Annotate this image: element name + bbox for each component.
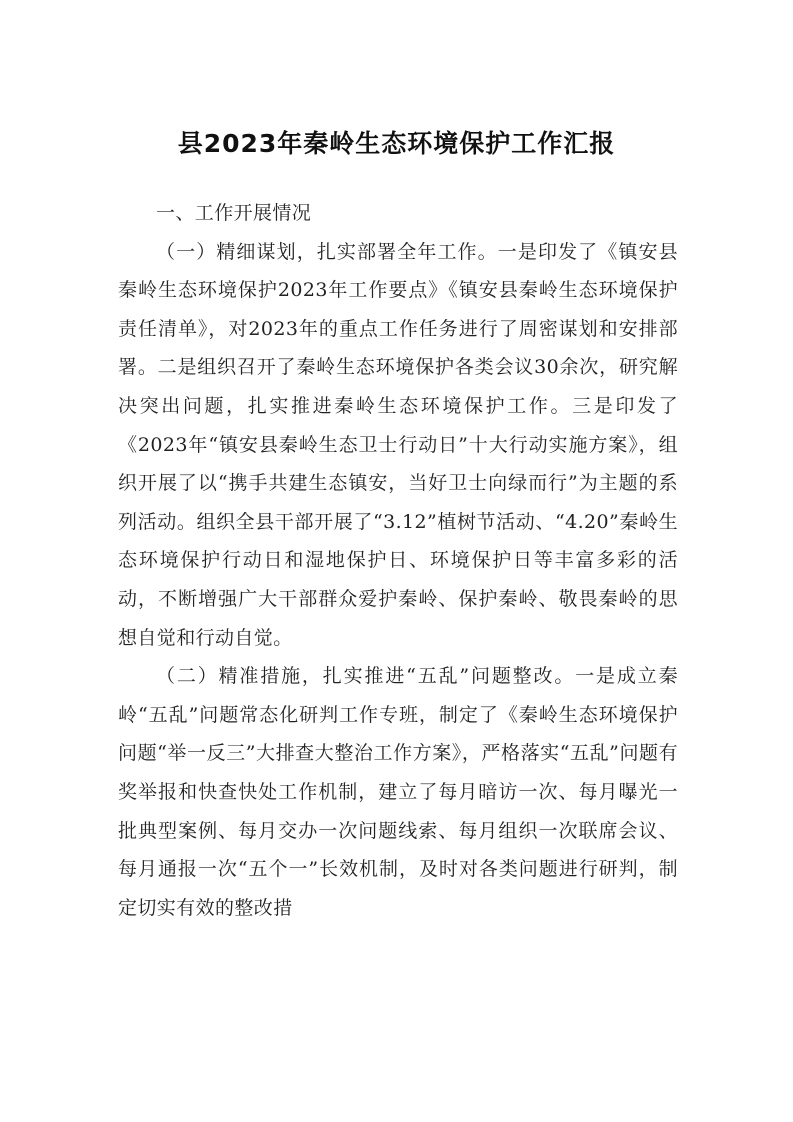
document-title: 县2023年秦岭生态环境保护工作汇报	[177, 129, 616, 158]
section-heading: 一、工作开展情况	[156, 202, 312, 224]
paragraph-1: （一）精细谋划，扎实部署全年工作。一是印发了《镇安县秦岭生态环境保护2023年工作要点》《镇安县秦岭生态环境保护责任清单》，对2023年的重点工作任务进行了周密谋划和安排部署。二是组织召开了秦岭生态环境保护各类会议30余次，研究解决突出问题，扎实推进秦岭生态环境保护工作。三是印发了《2023年“镇安县秦岭生态卫士行动日”十大行动实施方案》，组织开展了以“携手共建生态镇安，当好卫士向绿而行”为主题的系列活动。组织全县干部开展了“3.12”植树节活动、“4.20”秦岭生态环境保护行动日和湿地保护日、环境保护日等丰富多彩的活动，不断增强广大干部群众爱护秦岭、保护秦岭、敬畏秦岭的思想自觉和行动自觉。	[118, 240, 678, 649]
document-body	[118, 194, 678, 927]
paragraph-2: （二）精准措施，扎实推进“五乱”问题整改。一是成立秦岭“五乱”问题常态化研判工作专班，制定了《秦岭生态环境保护问题“举一反三”大排查大整治工作方案》，严格落实“五乱”问题有奖举报和快查快处工作机制，建立了每月暗访一次、每月曝光一批典型案例、每月交办一次问题线索、每月组织一次联席会议、每月通报一次“五个一”长效机制，及时对各类问题进行研判，制定切实有效的整改措	[118, 665, 678, 919]
